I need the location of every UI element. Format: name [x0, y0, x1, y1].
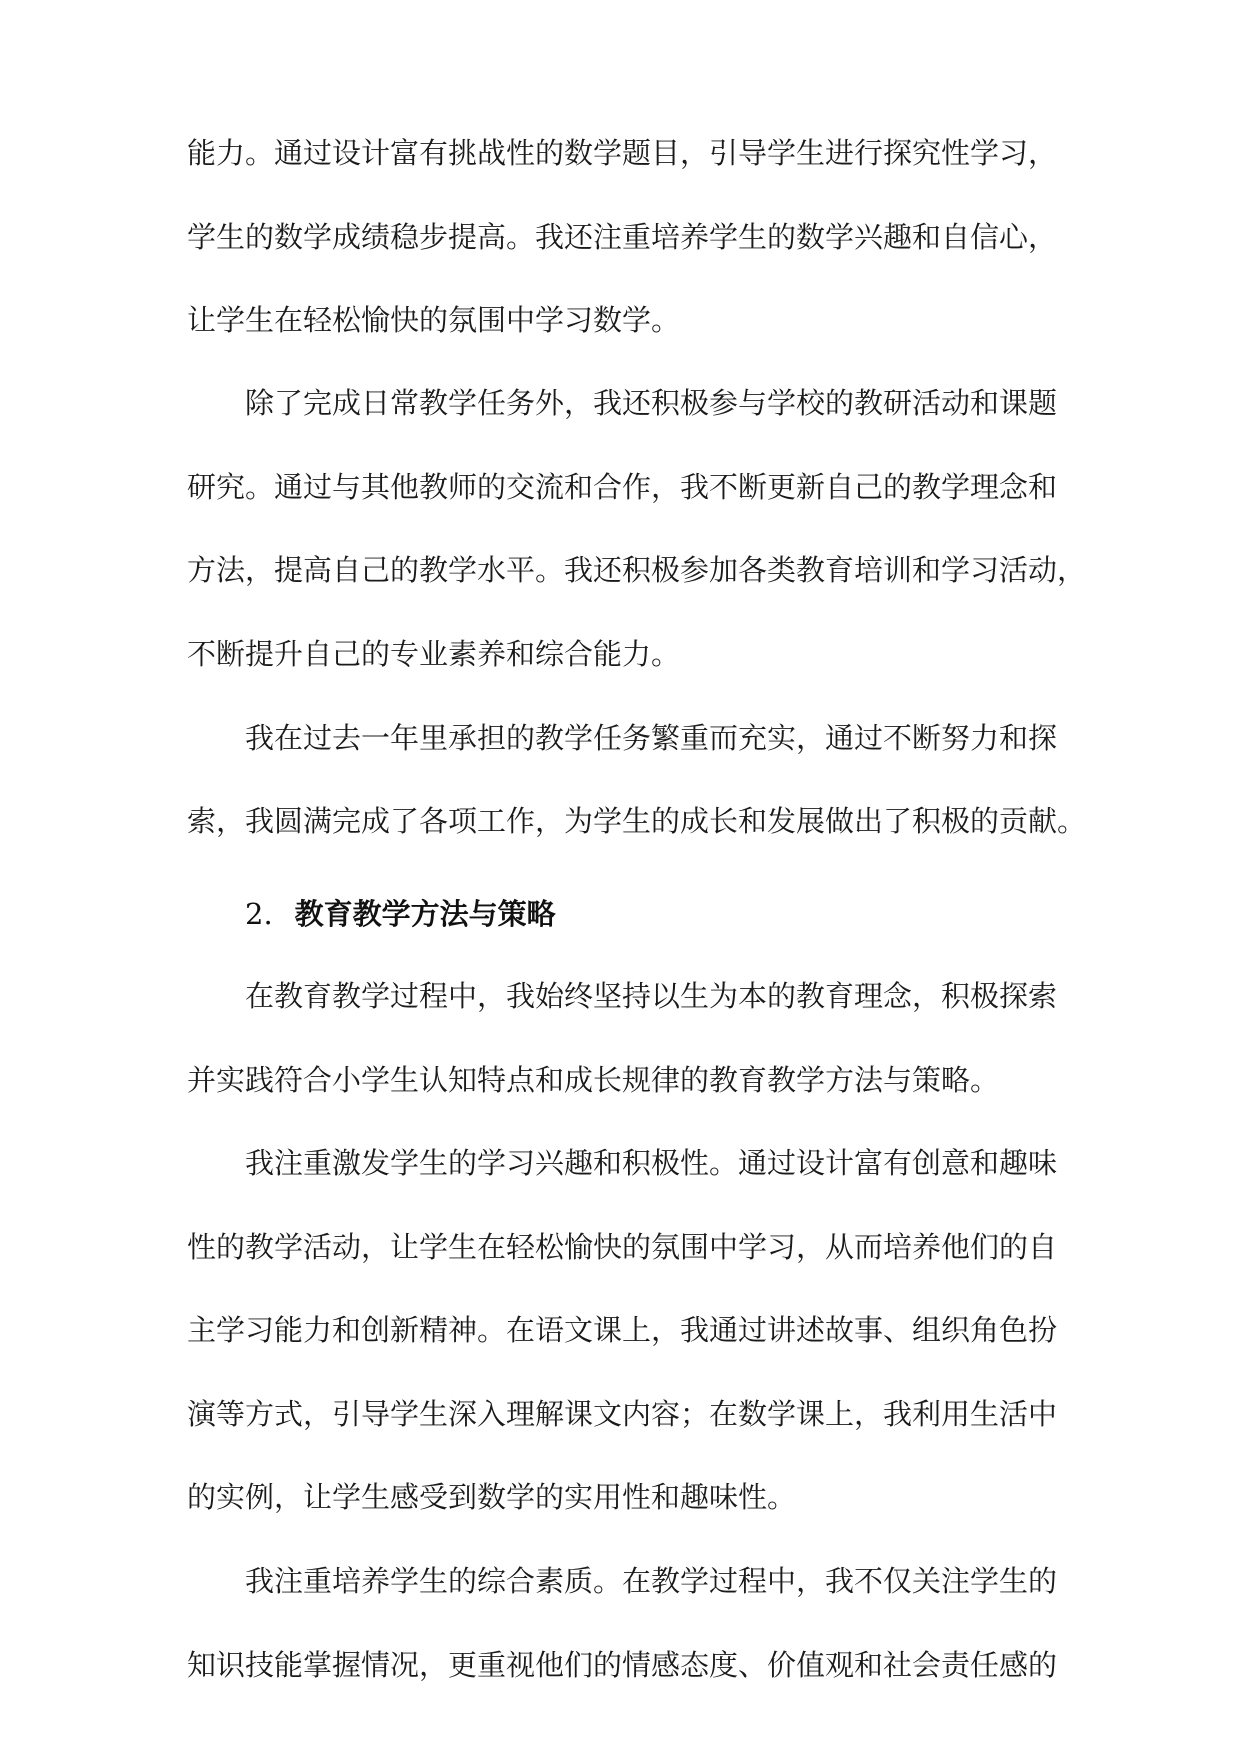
paragraph-line: 索，我圆满完成了各项工作，为学生的成长和发展做出了积极的贡献。 — [187, 804, 1087, 838]
paragraph-line: 学生的数学成绩稳步提高。我还注重培养学生的数学兴趣和自信心， — [187, 220, 1058, 254]
paragraph-line: 我在过去一年里承担的教学任务繁重而充实，通过不断努力和探 — [245, 721, 1058, 755]
paragraph-line: 我注重培养学生的综合素质。在教学过程中，我不仅关注学生的 — [245, 1564, 1058, 1598]
paragraph-line: 除了完成日常教学任务外，我还积极参与学校的教研活动和课题 — [245, 386, 1058, 420]
paragraph-line: 知识技能掌握情况，更重视他们的情感态度、价值观和社会责任感的 — [187, 1648, 1058, 1682]
section-number: 2. — [245, 897, 273, 931]
paragraph-line: 让学生在轻松愉快的氛围中学习数学。 — [187, 303, 681, 337]
section-title: 教育教学方法与策略 — [294, 897, 556, 931]
section-heading — [245, 889, 556, 939]
paragraph-line: 我注重激发学生的学习兴趣和积极性。通过设计富有创意和趣味 — [245, 1146, 1058, 1180]
paragraph-line: 在教育教学过程中，我始终坚持以生为本的教育理念，积极探索 — [245, 979, 1058, 1013]
paragraph-line: 方法，提高自己的教学水平。我还积极参加各类教育培训和学习活动， — [187, 553, 1087, 587]
paragraph-line: 研究。通过与其他教师的交流和合作，我不断更新自己的教学理念和 — [187, 470, 1058, 504]
paragraph-line: 并实践符合小学生认知特点和成长规律的教育教学方法与策略。 — [187, 1063, 1000, 1097]
paragraph-line: 主学习能力和创新精神。在语文课上，我通过讲述故事、组织角色扮 — [187, 1313, 1058, 1347]
paragraph-line: 演等方式，引导学生深入理解课文内容；在数学课上，我利用生活中 — [187, 1397, 1058, 1431]
paragraph-line: 不断提升自己的专业素养和综合能力。 — [187, 637, 681, 671]
paragraph-line: 能力。通过设计富有挑战性的数学题目，引导学生进行探究性学习， — [187, 136, 1058, 170]
paragraph-line: 性的教学活动，让学生在轻松愉快的氛围中学习，从而培养他们的自 — [187, 1230, 1058, 1264]
paragraph-line: 的实例，让学生感受到数学的实用性和趣味性。 — [187, 1480, 797, 1514]
